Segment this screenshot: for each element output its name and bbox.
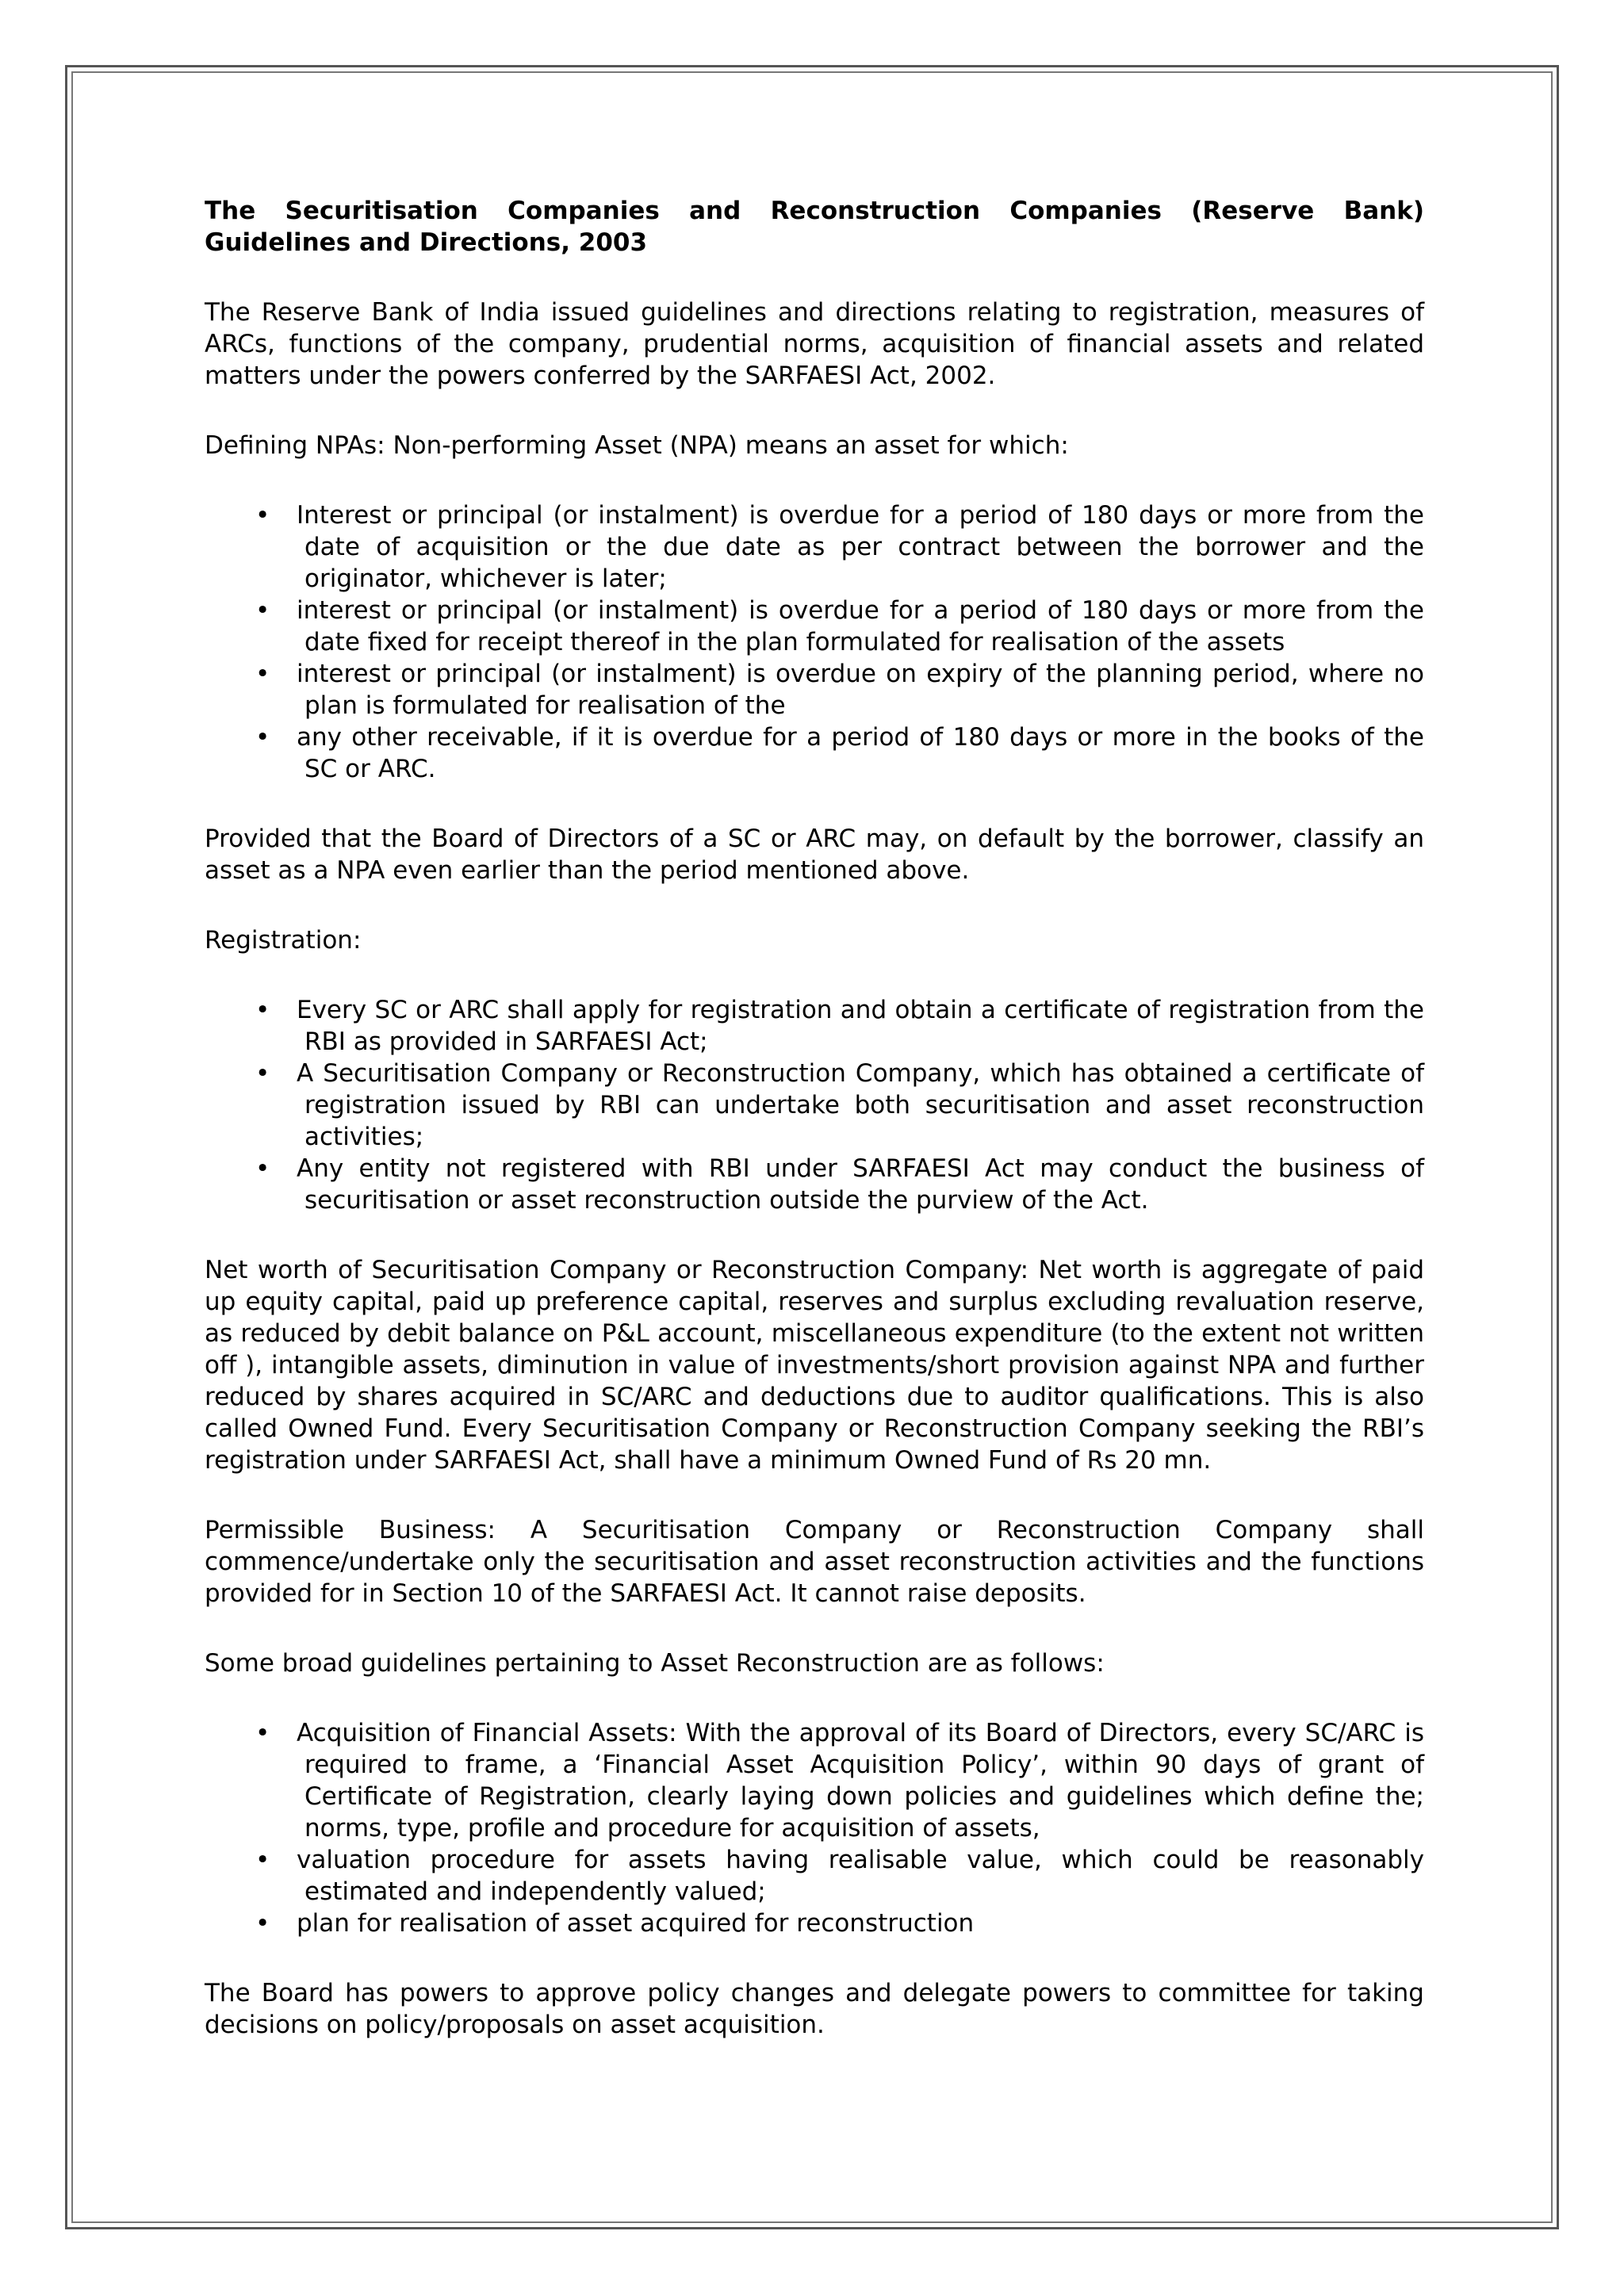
document-body: [205, 195, 1424, 2079]
list-item: • Acquisition of Financial Assets: With the approval of its Board of Directors, every SC/ARC is required to frame, a ‘Financial Asset Acquisition Policy’, within 90 days of grant of Certificate of Registration, clearly laying down policies and guidelines which define the; norms, type, profile and procedure for acquisition of assets,: [255, 1719, 1424, 1843]
bullet-icon: •: [255, 596, 270, 625]
bullet-icon: •: [255, 1846, 270, 1874]
document-title: The Securitisation Companies and Reconstruction Companies (Reserve Bank) Guidelines and Directions, 2003: [205, 197, 1424, 257]
list-item: • interest or principal (or instalment) is overdue for a period of 180 days or more from the date fixed for receipt thereof in the plan formulated for realisation of the assets: [255, 596, 1424, 656]
board-powers-paragraph: The Board has powers to approve policy changes and delegate powers to committee for taking decisions on policy/proposals on asset acquisition.: [205, 1979, 1424, 2039]
registration-list: [205, 994, 1424, 1216]
intro-paragraph: The Reserve Bank of India issued guidelines and directions relating to registration, measures of ARCs, functions of the company, prudential norms, acquisition of financial assets and related matters under the powers conferred by the SARFAESI Act, 2002.: [205, 298, 1424, 390]
registration-heading: Registration:: [205, 926, 362, 955]
bullet-icon: •: [255, 1719, 270, 1747]
bullet-icon: •: [255, 723, 270, 752]
npa-heading: Defining NPAs: Non-performing Asset (NPA) means an asset for which:: [205, 431, 1069, 460]
bullet-icon: •: [255, 1059, 270, 1088]
net-worth-paragraph: Net worth of Securitisation Company or Reconstruction Company: Net worth is aggregate of paid up equity capital, paid up preference capital, reserves and surplus excluding revaluation reserve, as reduced by debit balance on P&L account, miscellaneous expenditure (to the extent not written off ), intangible assets, diminution in value of investments/short provision against NPA and further reduced by shares acquired in SC/ARC and deductions due to auditor qualifications. This is also called Owned Fund. Every Securitisation Company or Reconstruction Company seeking the RBI’s registration under SARFAESI Act, shall have a minimum Owned Fund of Rs 20 mn.: [205, 1256, 1424, 1475]
permissible-business-paragraph: Permissible Business: A Securitisation Company or Reconstruction Company shall commence/undertake only the securitisation and asset reconstruction activities and the functions provided for in Section 10 of the SARFAESI Act. It cannot raise deposits.: [205, 1516, 1424, 1608]
bullet-icon: •: [255, 1154, 270, 1183]
list-item: • interest or principal (or instalment) is overdue on expiry of the planning period, where no plan is formulated for realisation of the: [255, 660, 1424, 720]
list-item: • Every SC or ARC shall apply for registration and obtain a certificate of registration from the RBI as provided in SARFAESI Act;: [255, 996, 1424, 1056]
guidelines-list: [205, 1717, 1424, 1939]
bullet-icon: •: [255, 501, 270, 530]
bullet-icon: •: [255, 1909, 270, 1938]
bullet-icon: •: [255, 660, 270, 688]
npa-list: [205, 499, 1424, 785]
list-item: • valuation procedure for assets having realisable value, which could be reasonably estimated and independently valued;: [255, 1846, 1424, 1906]
proviso-paragraph: Provided that the Board of Directors of a SC or ARC may, on default by the borrower, classify an asset as a NPA even earlier than the period mentioned above.: [205, 825, 1424, 885]
list-item: • Interest or principal (or instalment) is overdue for a period of 180 days or more from the date of acquisition or the due date as per contract between the borrower and the originator, whichever is later;: [255, 501, 1424, 593]
list-item: • plan for realisation of asset acquired for reconstruction: [255, 1909, 975, 1938]
bullet-icon: •: [255, 996, 270, 1024]
guidelines-heading: Some broad guidelines pertaining to Asset Reconstruction are as follows:: [205, 1649, 1105, 1678]
list-item: • any other receivable, if it is overdue for a period of 180 days or more in the books of the SC or ARC.: [255, 723, 1424, 783]
list-item: • Any entity not registered with RBI under SARFAESI Act may conduct the business of securitisation or asset reconstruction outside the purview of the Act.: [255, 1154, 1424, 1215]
list-item: • A Securitisation Company or Reconstruction Company, which has obtained a certificate of registration issued by RBI can undertake both securitisation and asset reconstruction activities;: [255, 1059, 1424, 1151]
